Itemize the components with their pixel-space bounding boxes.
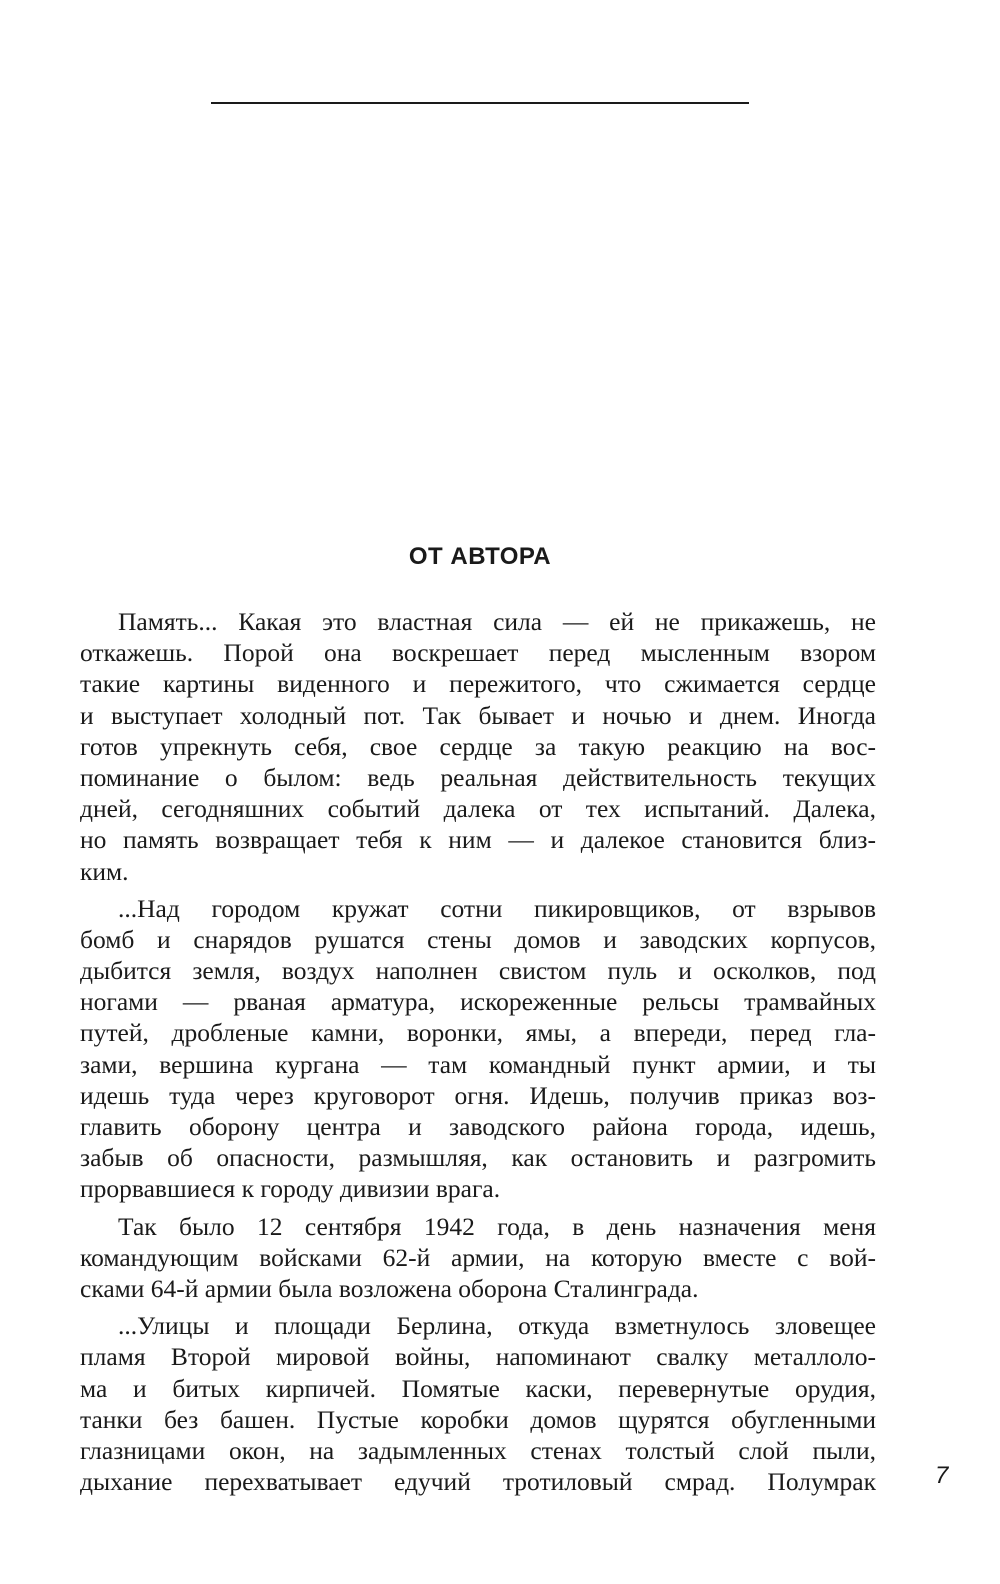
paragraph-2 [80, 893, 876, 1205]
header-rule [211, 102, 749, 104]
text-line: но память возвращает тебя к ним — и далекое становится близ- [80, 825, 876, 855]
text-line: прорвавшиеся к городу дивизии врага. [80, 1174, 501, 1204]
text-line: главить оборону центра и заводского района города, идешь, [80, 1112, 876, 1141]
text-line: Так было 12 сентября 1942 года, в день назначения меня [118, 1211, 876, 1241]
text-line: ногами — рваная арматура, искореженные рельсы трамвайных [80, 987, 876, 1017]
text-line: дыхание перехватывает едучий тротиловый смрад. Полумрак [80, 1467, 876, 1497]
text-line: поминание о былом: ведь реальная действительность текущих [80, 762, 876, 792]
text-line: глазницами окон, на задымленных стенах толстый слой пыли, [80, 1435, 876, 1465]
text-line: идешь туда через круговорот огня. Идешь, получив приказ воз- [80, 1080, 876, 1110]
text-line: и выступает холодный пот. Так бывает и ночью и днем. Иногда [80, 700, 876, 730]
text-line: ...Над городом кружат сотни пикировщиков, от взрывов [118, 893, 876, 923]
text-line: ма и битых кирпичей. Помятые каски, перевернутые орудия, [80, 1373, 876, 1403]
text-line: путей, дробленые камни, воронки, ямы, а впереди, перед гла- [80, 1018, 876, 1048]
text-line: дней, сегодняшних событий далека от тех испытаний. Далека, [80, 794, 876, 824]
section-heading: ОТ АВТОРА [408, 543, 552, 570]
text-line: сками 64-й армии была возложена оборона Сталинграда. [80, 1273, 699, 1303]
text-line: зами, вершина кургана — там командный пункт армии, и ты [80, 1049, 876, 1079]
paragraph-3 [80, 1211, 876, 1305]
text-line: танки без башен. Пустые коробки домов щурятся обугленными [80, 1404, 876, 1434]
text-line: откажешь. Порой она воскрешает перед мысленным взором [80, 638, 876, 668]
text-line: ким. [80, 856, 129, 886]
text-line: ...Улицы и площади Берлина, откуда взметнулось зловещее [118, 1311, 876, 1341]
text-line: дыбится земля, воздух наполнен свистом пуль и осколков, под [80, 956, 876, 986]
paragraph-4 [80, 1310, 876, 1497]
text-line: Память... Какая это властная сила — ей не прикажешь, не [118, 607, 876, 636]
body-text [80, 606, 876, 1503]
text-line: забыв об опасности, размышляя, как остановить и разгромить [80, 1143, 876, 1173]
text-line: пламя Второй мировой войны, напоминают свалку металлоло- [80, 1342, 876, 1372]
page-number: 7 [935, 1462, 949, 1489]
text-line: бомб и снарядов рушатся стены домов и заводских корпусов, [80, 924, 876, 954]
paragraph-1 [80, 606, 876, 887]
text-line: готов упрекнуть себя, свое сердце за такую реакцию на вос- [80, 731, 876, 761]
text-line: такие картины виденного и пережитого, что сжимается сердце [80, 669, 876, 699]
text-line: командующим войсками 62-й армии, на которую вместе с вой- [80, 1242, 876, 1272]
